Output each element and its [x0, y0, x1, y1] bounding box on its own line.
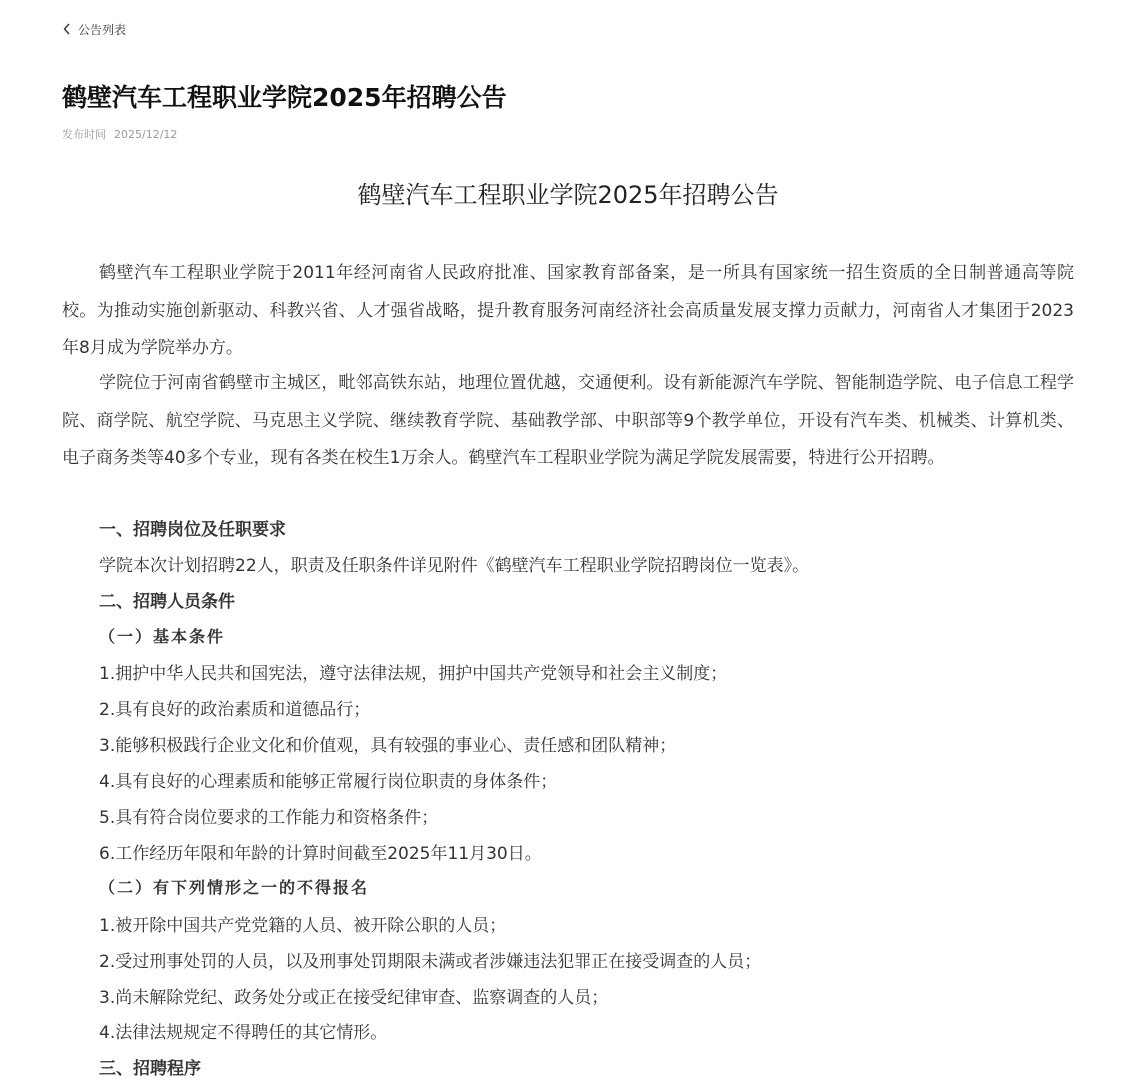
publish-meta	[62, 126, 177, 142]
list-item: 3.能够积极践行企业文化和价值观，具有较强的事业心、责任感和团队精神；	[99, 736, 677, 756]
page-title: 鹤壁汽车工程职业学院2025年招聘公告	[62, 83, 507, 112]
subsection-heading: （二）有下列情形之一的不得报名	[99, 878, 370, 897]
list-item: 5.具有符合岗位要求的工作能力和资格条件；	[99, 808, 439, 828]
section-heading: 一、招聘岗位及任职要求	[99, 520, 286, 540]
location-paragraph: 学院位于河南省鹤壁市主城区，毗邻高铁东站，地理位置优越，交通便利。设有新能源汽车学院、智能制造学院、电子信息工程学院、商学院、航空学院、马克思主义学院、继续教育学院、基础教学部、中职部等9个教学单位，开设有汽车类、机械类、计算机类、电子商务类等40多个专业，现有各类在校生1万余人。鹤壁汽车工程职业学院为满足学院发展需要，特进行公开招聘。	[62, 373, 1074, 468]
section-heading: 二、招聘人员条件	[99, 592, 235, 612]
article-title: 鹤壁汽车工程职业学院2025年招聘公告	[357, 181, 779, 209]
list-item: 2.具有良好的政治素质和道德品行；	[99, 700, 371, 720]
back-to-list-link[interactable]	[62, 20, 126, 38]
list-item: 6.工作经历年限和年龄的计算时间截至2025年11月30日。	[99, 844, 542, 864]
intro-paragraph: 鹤壁汽车工程职业学院于2011年经河南省人民政府批准、国家教育部备案，是一所具有国家统一招生资质的全日制普通高等院校。为推动实施创新驱动、科教兴省、人才强省战略，提升教育服务河南经济社会高质量发展支撑力贡献力，河南省人才集团于2023年8月成为学院举办方。	[62, 263, 1074, 358]
section-heading: 三、招聘程序	[99, 1059, 201, 1079]
chevron-left-icon	[62, 23, 72, 35]
section-text: 学院本次计划招聘22人，职责及任职条件详见附件《鹤壁汽车工程职业学院招聘岗位一览表》。	[99, 556, 810, 576]
subsection-heading: （一）基本条件	[99, 627, 226, 646]
list-item: 4.法律法规规定不得聘任的其它情形。	[99, 1023, 388, 1043]
list-item: 4.具有良好的心理素质和能够正常履行岗位职责的身体条件；	[99, 772, 558, 792]
list-item: 1.拥护中华人民共和国宪法，遵守法律法规，拥护中国共产党领导和社会主义制度；	[99, 664, 728, 684]
list-item: 1.被开除中国共产党党籍的人员、被开除公职的人员；	[99, 916, 507, 936]
list-item: 3.尚未解除党纪、政务处分或正在接受纪律审查、监察调查的人员；	[99, 988, 609, 1008]
list-item: 2.受过刑事处罚的人员，以及刑事处罚期限未满或者涉嫌违法犯罪正在接受调查的人员；	[99, 952, 762, 972]
publish-date: 2025/12/12	[114, 128, 178, 141]
publish-label: 发布时间	[62, 128, 106, 141]
back-link-label: 公告列表	[78, 22, 127, 37]
